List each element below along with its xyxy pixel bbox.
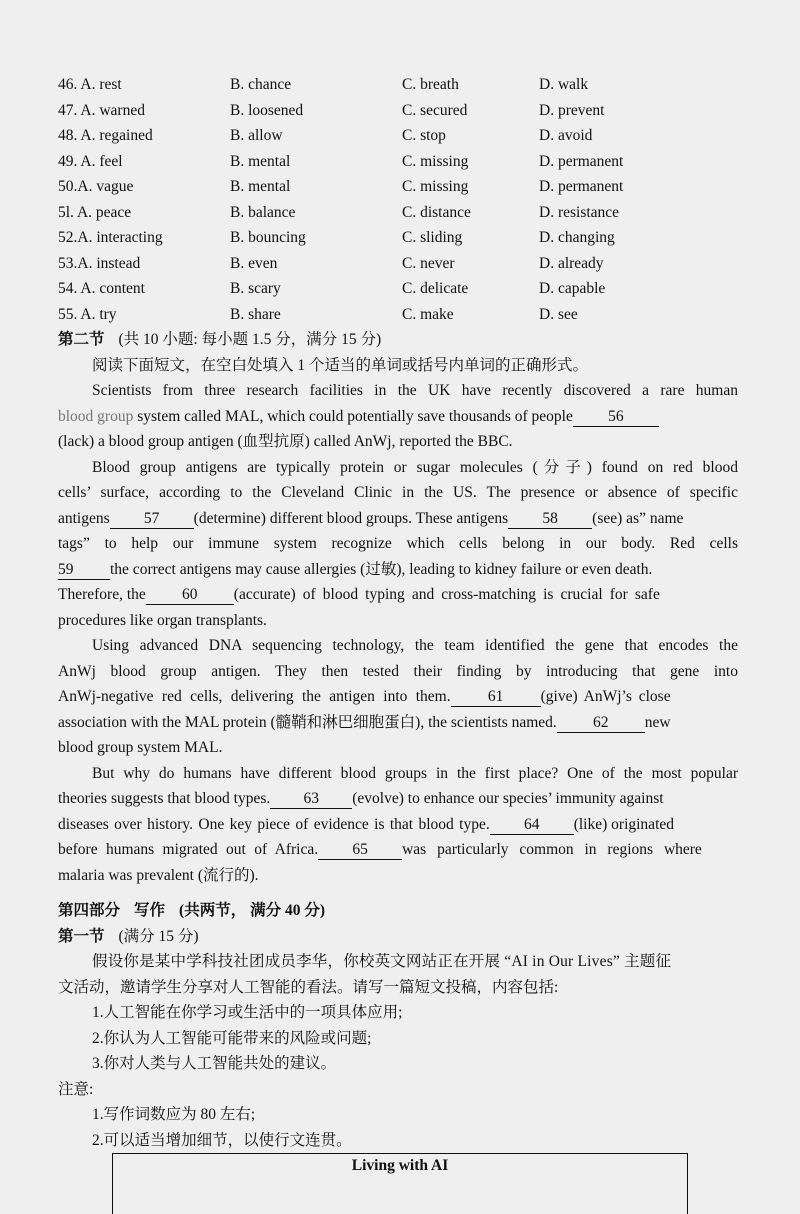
option-c: C. make <box>402 305 454 323</box>
section-note: (满分 15 分) <box>118 927 199 945</box>
exam-page <box>58 72 738 1153</box>
requirement-item: 3.你对人类与人工智能共处的建议。 <box>92 1055 337 1072</box>
blank-65[interactable]: 65 <box>318 840 402 860</box>
text: diseases over history. One key piece of evidence is that blood type. <box>58 815 490 833</box>
passage-line: AnWj blood group antigen. They then tested their finding by introducing that gene into <box>58 662 738 680</box>
option-d: D. see <box>539 305 578 323</box>
section-title: 第一节 <box>58 927 105 945</box>
option-row <box>58 123 738 149</box>
text: before humans migrated out of Africa. <box>58 841 319 858</box>
text: theories suggests that blood types. <box>58 790 271 807</box>
option-a: 53.A. instead <box>58 254 141 272</box>
option-c: C. missing <box>402 178 469 195</box>
option-d: D. avoid <box>539 127 593 144</box>
option-row <box>58 149 738 175</box>
option-b: B. loosened <box>230 101 304 119</box>
text: (like) originated <box>573 815 674 833</box>
option-c: C. sliding <box>402 229 463 246</box>
option-d: D. resistance <box>539 203 620 221</box>
passage-line <box>58 812 738 838</box>
part4-heading <box>58 898 738 924</box>
option-row <box>58 302 738 328</box>
option-a: 55. A. try <box>58 305 117 323</box>
option-row <box>58 276 738 302</box>
part-title: 第四部分 <box>58 902 121 919</box>
option-d: D. prevent <box>539 101 605 119</box>
blank-64[interactable]: 64 <box>490 815 574 835</box>
passage-line <box>58 506 738 532</box>
passage-line <box>58 557 738 583</box>
blank-59[interactable]: 59 <box>58 560 110 580</box>
option-d: D. permanent <box>539 152 624 170</box>
section-note: (共 10 小题: 每小题 1.5 分，满分 15 分) <box>118 331 382 348</box>
option-c: C. never <box>402 254 455 272</box>
option-row <box>58 251 738 277</box>
prompt-line: 文活动，邀请学生分享对人工智能的看法。请写一篇短文投稿，内容包括: <box>58 978 559 996</box>
option-c: C. stop <box>402 127 446 144</box>
passage-line: Blood group antigens are typically protein or sugar molecules (分子) found on red blood <box>92 458 738 476</box>
option-a: 52.A. interacting <box>58 229 163 246</box>
note-item: 2.可以适当增加细节，以使行文连贯。 <box>92 1131 352 1149</box>
text: antigens <box>58 509 110 527</box>
option-a: 47. A. warned <box>58 101 145 119</box>
text: (determine) different blood groups. These antigens <box>193 509 509 527</box>
option-b: B. allow <box>230 127 283 144</box>
passage-line: But why do humans have different blood groups in the first place? One of the most popular <box>92 764 738 782</box>
note-label: 注意: <box>58 1080 94 1098</box>
option-row <box>58 174 738 200</box>
option-d: D. walk <box>539 76 589 93</box>
blank-56[interactable]: 56 <box>573 407 659 427</box>
passage-line <box>58 837 738 863</box>
option-b: B. even <box>230 254 278 272</box>
passage-line <box>58 710 738 736</box>
section2-heading <box>58 327 738 353</box>
text: was particularly common in regions where <box>402 841 702 858</box>
passage-line: Using advanced DNA sequencing technology, the team identified the gene that encodes the <box>92 637 738 654</box>
part-subtitle: 写作 <box>134 902 166 919</box>
option-c: C. delicate <box>402 280 469 297</box>
highlight-text: blood group <box>58 407 134 425</box>
blank-60[interactable]: 60 <box>146 585 234 605</box>
option-b: B. bouncing <box>230 229 306 246</box>
prompt-line: 假设你是某中学科技社团成员李华，你校英文网站正在开展 “AI in Our Lives” 主题征 <box>92 953 672 970</box>
passage-line: malaria was prevalent (流行的). <box>58 866 259 884</box>
blank-58[interactable]: 58 <box>508 509 592 529</box>
text: (accurate) of blood typing and cross-matching is crucial for safe <box>233 586 660 603</box>
option-a: 5l. A. peace <box>58 203 132 221</box>
instruction: 阅读下面短文，在空白处填入 1 个适当的单词或括号内单词的正确形式。 <box>92 356 589 374</box>
text: system called MAL, which could potentially save thousands of people <box>133 407 573 425</box>
text: new <box>644 713 671 731</box>
passage-line: cells’ surface, according to the Cleveland Clinic in the US. The presence or absence of specific <box>58 484 738 501</box>
part-note: (共两节， 满分 40 分) <box>179 902 325 919</box>
option-c: C. distance <box>402 203 471 221</box>
option-b: B. chance <box>230 76 292 93</box>
section-title: 第二节 <box>58 331 105 348</box>
passage-line <box>58 582 738 608</box>
text: the correct antigens may cause allergies (过敏), leading to kidney failure or even death. <box>110 560 653 578</box>
passage-line <box>58 786 738 812</box>
passage-line: (lack) a blood group antigen (血型抗原) called AnWj, reported the BBC. <box>58 433 513 450</box>
option-b: B. scary <box>230 280 281 297</box>
option-b: B. balance <box>230 203 296 221</box>
option-row <box>58 200 738 226</box>
option-b: B. mental <box>230 152 291 170</box>
requirement-item: 2.你认为人工智能可能带来的风险或问题; <box>92 1029 372 1047</box>
passage-line: tags” to help our immune system recognize which cells belong in our body. Red cells <box>58 535 738 552</box>
text: association with the MAL protein (髓鞘和淋巴细胞蛋白), the scientists named. <box>58 713 557 731</box>
passage-line: blood group system MAL. <box>58 739 223 756</box>
text: (see) as” name <box>592 509 684 527</box>
passage-line: Scientists from three research facilities in the UK have recently discovered a rare human <box>92 382 738 399</box>
option-a: 54. A. content <box>58 280 145 297</box>
option-d: D. capable <box>539 280 606 297</box>
option-d: D. permanent <box>539 178 624 195</box>
text: Therefore, the <box>58 586 146 603</box>
writing-box[interactable] <box>112 1153 688 1214</box>
option-row <box>58 98 738 124</box>
writing-box-title: Living with AI <box>351 1157 449 1174</box>
passage-line <box>58 404 738 430</box>
option-a: 49. A. feel <box>58 152 123 170</box>
text: AnWj-negative red cells, delivering the antigen into them. <box>58 688 451 705</box>
option-row <box>58 72 738 98</box>
option-row <box>58 225 738 251</box>
option-d: D. changing <box>539 229 615 246</box>
passage-line: procedures like organ transplants. <box>58 611 267 629</box>
blank-63[interactable]: 63 <box>270 789 352 809</box>
option-a: 48. A. regained <box>58 127 153 144</box>
option-d: D. already <box>539 254 604 272</box>
option-b: B. mental <box>230 178 291 195</box>
option-c: C. missing <box>402 152 469 170</box>
passage-line <box>58 684 738 710</box>
note-item: 1.写作词数应为 80 左右; <box>92 1106 256 1123</box>
option-a: 46. A. rest <box>58 76 122 93</box>
text: (evolve) to enhance our species’ immunity against <box>352 790 664 807</box>
option-c: C. breath <box>402 76 459 93</box>
requirement-item: 1.人工智能在你学习或生活中的一项具体应用; <box>92 1004 403 1021</box>
blank-62[interactable]: 62 <box>557 713 645 733</box>
text: (give) AnWj’s close <box>540 688 671 705</box>
sec1-heading <box>58 924 738 950</box>
option-c: C. secured <box>402 101 468 119</box>
options-list <box>58 72 738 327</box>
option-b: B. share <box>230 305 281 323</box>
blank-61[interactable]: 61 <box>451 687 541 707</box>
blank-57[interactable]: 57 <box>110 509 194 529</box>
option-a: 50.A. vague <box>58 178 134 195</box>
